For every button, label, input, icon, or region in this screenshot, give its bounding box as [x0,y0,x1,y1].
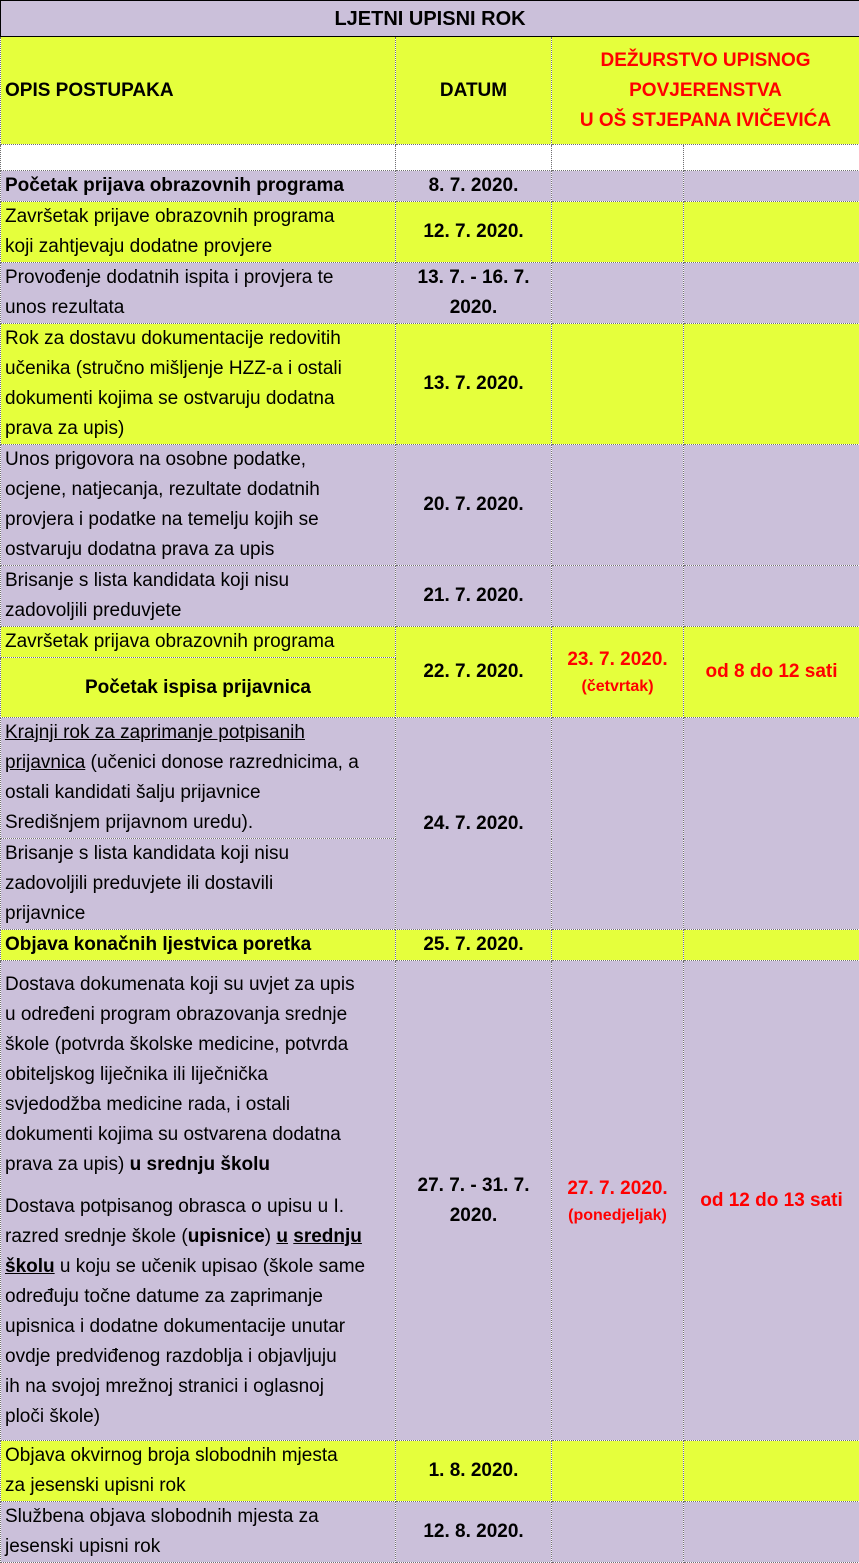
row-date: 27. 7. - 31. 7. 2020. [396,961,552,1441]
row-description: Unos prigovora na osobne podatke, ocjene, natjecanja, rezultate dodatnih provjera i podatke na temelju kojih se ostvaruju dodatna prava za upis [1,445,396,566]
row-date: 13. 7. - 16. 7. 2020. [396,263,552,324]
table-row [1,718,859,839]
header-row [1,37,859,145]
table-row [1,961,859,1441]
row-date: 8. 7. 2020. [396,171,552,202]
row-date: 24. 7. 2020. [396,718,552,930]
row-description: Dostava dokumenata koji su uvjet za upis u određeni program obrazovanja srednje škole (potvrda školske medicine, potvrda obiteljskog liječnika ili liječnička svjedodžba medicine rada, i ostali dokumenti kojima su ostvarena dodatna prava za upis) u srednju školu Dostava potpisanog obrasca o upisu u I. razred srednje škole (upisnice) u srednju školu u koju se učenik upisao (škole same određuju točne datume za zaprimanje upisnica i dodatne dokumentacije unutar ovdje predviđenog razdoblja i objavljuju ih na svojoj mrežnoj stranici i oglasnoj ploči škole) [1,961,396,1441]
spacer-row [1,145,859,171]
row-description: Objava konačnih ljestvica poretka [1,930,396,961]
row-description: Krajnji rok za zaprimanje potpisanih prijavnica (učenici donose razrednicima, a ostali kandidati šalju prijavnice Središnjem prijavnom uredu). [1,718,396,839]
row-date: 1. 8. 2020. [396,1441,552,1502]
row-description: Brisanje s lista kandidata koji nisu zadovoljili preduvjete ili dostavili prijavnice [1,839,396,930]
row-date: 13. 7. 2020. [396,324,552,445]
row-date: 21. 7. 2020. [396,566,552,627]
header-description: OPIS POSTUPAKA [1,37,396,145]
duty-date: 23. 7. 2020. (četvrtak) [552,627,684,718]
row-date: 12. 7. 2020. [396,202,552,263]
row-description: Početak prijava obrazovnih programa [1,171,396,202]
table-row [1,627,859,658]
duty-time: od 8 do 12 sati [684,627,859,718]
table-row [1,930,859,961]
header-date: DATUM [396,37,552,145]
title-row [1,1,859,37]
row-description: Rok za dostavu dokumentacije redovitih učenika (stručno mišljenje HZZ-a i ostali dokumenti kojima se ostvaruju dodatna prava za upis) [1,324,396,445]
row-description: Službena objava slobodnih mjesta za jesenski upisni rok [1,1502,396,1563]
table-row [1,1441,859,1502]
page-title: LJETNI UPISNI ROK [1,1,859,37]
row-date: 25. 7. 2020. [396,930,552,961]
row-description: Provođenje dodatnih ispita i provjera te unos rezultata [1,263,396,324]
table-row [1,324,859,445]
table-row [1,1502,859,1563]
header-duty: DEŽURSTVO UPISNOG POVJERENSTVA U OŠ STJEPANA IVIČEVIĆA [552,37,859,145]
row-date: 12. 8. 2020. [396,1502,552,1563]
duty-time: od 12 do 13 sati [684,961,859,1441]
row-description: Objava okvirnog broja slobodnih mjesta za jesenski upisni rok [1,1441,396,1502]
table-row [1,445,859,566]
row-description: Završetak prijava obrazovnih programa [1,627,396,658]
table-row [1,263,859,324]
duty-date: 27. 7. 2020. (ponedjeljak) [552,961,684,1441]
table-row [1,566,859,627]
row-date: 20. 7. 2020. [396,445,552,566]
row-description: Brisanje s lista kandidata koji nisu zadovoljili preduvjete [1,566,396,627]
row-description: Početak ispisa prijavnica [1,658,396,718]
table-row [1,202,859,263]
row-description: Završetak prijave obrazovnih programa koji zahtjevaju dodatne provjere [1,202,396,263]
row-date: 22. 7. 2020. [396,627,552,718]
table-row [1,171,859,202]
